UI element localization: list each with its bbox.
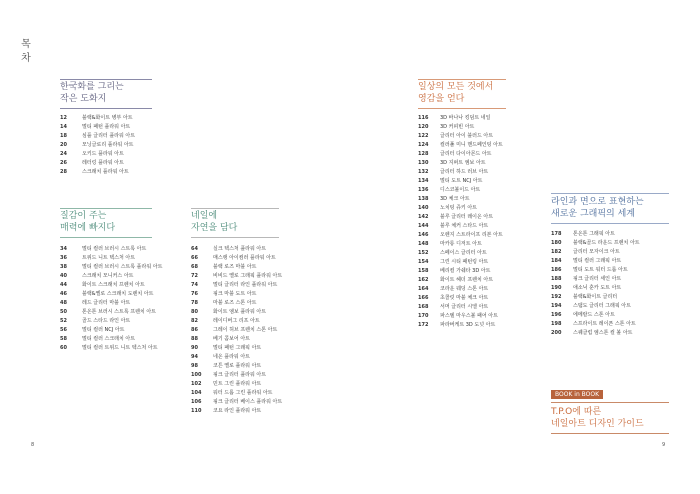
item-title: 레드 글리터 마블 아트: [82, 300, 131, 306]
toc-item[interactable]: [191, 254, 282, 263]
toc-item[interactable]: [191, 398, 282, 407]
item-title: 스크래치 플라워 아트: [82, 169, 129, 175]
item-title: 네온 플라워 아트: [213, 354, 250, 360]
item-title: 코튼 옐로 플라워 아트: [213, 363, 262, 369]
page-number: 140: [418, 205, 429, 211]
item-title: 멀티 컬러 그래픽 아트: [573, 258, 622, 264]
section-title-line: 작은 도화지: [60, 94, 107, 104]
item-title: 오렌지 스트라이프 리본 아트: [440, 232, 503, 238]
toc-list: [551, 230, 640, 338]
toc-item[interactable]: [418, 168, 503, 177]
item-title: 민트 그린 플라워 아트: [213, 381, 262, 387]
section-title-line: 네일아트 디자인 가이드: [551, 419, 644, 429]
toc-title-char: 차: [21, 53, 31, 64]
toc-item[interactable]: [60, 272, 162, 281]
toc-item[interactable]: [191, 407, 282, 416]
item-title: 핑크 마블 도트 아트: [213, 291, 257, 297]
toc-item[interactable]: [551, 230, 640, 239]
page-number: 106: [191, 399, 202, 405]
section-title-line: 새로운 그래픽의 세계: [551, 209, 635, 219]
page-number: 168: [418, 304, 429, 310]
item-title: 스페이스 글리터 아트: [440, 250, 487, 256]
toc-item[interactable]: [191, 362, 282, 371]
item-title: 블루 글리터 레이온 아트: [440, 214, 494, 220]
toc-item[interactable]: [551, 311, 640, 320]
item-title: 베리컬 가쉐타 3D 아트: [440, 268, 491, 274]
toc-item[interactable]: [551, 284, 640, 293]
item-title: 그린 시티 패턴링 아트: [440, 259, 489, 265]
page-number: 102: [191, 381, 202, 387]
toc-item[interactable]: [551, 257, 640, 266]
page-number: 50: [60, 309, 67, 315]
item-title: 마블 로즈 스톤 아트: [213, 300, 257, 306]
page-number: 36: [60, 255, 67, 261]
toc-item[interactable]: [418, 231, 503, 240]
page-number: 44: [60, 282, 67, 288]
toc-item[interactable]: [191, 371, 282, 380]
item-title: 톤온톤 브러시 스트록 프렌치 아트: [82, 309, 156, 315]
toc-item[interactable]: [551, 329, 640, 338]
item-title: 매스랭 아이컴러 플라워 아트: [213, 255, 276, 261]
page-number: 134: [418, 178, 429, 184]
item-title: 화이트 헤더 프렌치 아트: [440, 277, 494, 283]
page-number: 38: [60, 264, 67, 270]
page-number: 12: [60, 115, 67, 121]
item-title: 파스텔 마우스볼 패어 아트: [440, 313, 498, 319]
section-title-line: T.P.O에 따른: [551, 407, 602, 417]
toc-item[interactable]: [418, 267, 503, 276]
section-title: [191, 210, 291, 234]
toc-item[interactable]: [418, 222, 503, 231]
section-title: [418, 81, 538, 105]
toc-item[interactable]: [191, 263, 282, 272]
toc-item[interactable]: [418, 285, 503, 294]
item-title: 서머 글리터 시엘 아트: [440, 304, 489, 310]
page-number: 172: [418, 322, 429, 328]
page-number: 128: [418, 151, 429, 157]
section-rule: [60, 79, 152, 80]
page-number: 68: [191, 264, 198, 270]
toc-item[interactable]: [551, 320, 640, 329]
page-number: 136: [418, 187, 429, 193]
page-number: 170: [418, 313, 429, 319]
page-number: 188: [551, 276, 562, 282]
toc-item[interactable]: [191, 290, 282, 299]
page-number: 26: [60, 160, 67, 166]
item-title: 레이디버그 리프 아트: [213, 318, 260, 324]
item-title: 비비드 옐로 그래픽 플라워 아트: [213, 273, 283, 279]
toc-title-char: 목: [21, 39, 31, 50]
item-title: 멀티 글리터 라인 플라워 아트: [213, 282, 278, 288]
toc-item[interactable]: [60, 114, 135, 123]
item-title: 그레이 허브 프렌치 스톤 아트: [213, 327, 278, 333]
item-title: 블랙&화이트 글리터: [573, 294, 618, 300]
section-title: [60, 81, 170, 105]
page-number: 164: [418, 286, 429, 292]
toc-item[interactable]: [418, 150, 503, 159]
toc-item[interactable]: [418, 303, 503, 312]
item-title: 멀티 도트 NCJ 아트: [440, 178, 483, 184]
page-number: 94: [191, 354, 198, 360]
page-number: 46: [60, 291, 67, 297]
item-title: 핑크 글리터 베이스 플라워 아트: [213, 399, 283, 405]
page-number: 132: [418, 169, 429, 175]
page-number: 124: [418, 142, 429, 148]
section-title-line: 네일에: [191, 211, 218, 221]
page-number: 88: [191, 336, 198, 342]
toc-item[interactable]: [551, 248, 640, 257]
toc-item[interactable]: [418, 294, 503, 303]
toc-item[interactable]: [60, 344, 162, 353]
toc-item[interactable]: [60, 335, 162, 344]
toc-item[interactable]: [418, 132, 503, 141]
page-number: 34: [60, 246, 67, 252]
section-title: [60, 210, 170, 234]
item-title: 스퀘클럽 엠스톤 컬 볼 아트: [573, 330, 633, 336]
toc-item[interactable]: [60, 299, 162, 308]
item-title: 코라운 웨딩 스톤 아트: [440, 286, 489, 292]
item-title: 멀티 컬러 NCJ 아트: [82, 327, 125, 333]
item-title: 스크래치 모니커스 아트: [82, 273, 134, 279]
toc-item[interactable]: [191, 308, 282, 317]
item-title: 멀티 도트 워터 드롭 아트: [573, 267, 628, 273]
item-title: 애소닉 훈카 도트 아트: [573, 285, 622, 291]
item-title: 모닝글로리 플라워 아트: [82, 142, 134, 148]
item-title: 멀티 컬러 브러시 스트록 아트: [82, 246, 147, 252]
item-title: 스프라이트 레이픈 스톤 아트: [573, 321, 636, 327]
page-number: 64: [191, 246, 198, 252]
page-number: 192: [551, 294, 562, 300]
page-number: 90: [191, 345, 198, 351]
toc-item[interactable]: [60, 141, 135, 150]
page-number: 184: [551, 258, 562, 264]
toc-item[interactable]: [60, 317, 162, 326]
section-title-line: 매력에 빠지다: [60, 223, 116, 233]
section-rule: [191, 237, 279, 238]
item-title: 워터 드롭 그린 플라워 아트: [213, 390, 273, 396]
page-number: 58: [60, 336, 67, 342]
page-number: 86: [191, 327, 198, 333]
toc-item[interactable]: [60, 326, 162, 335]
item-title: 멀티 패턴 그래픽 아트: [213, 345, 262, 351]
page-number: 60: [60, 345, 67, 351]
item-title: 멀티 컬러 트위드 니트 텍스처 아트: [82, 345, 158, 351]
item-title: 글리터 하드 러브 아트: [440, 169, 489, 175]
page-number-left: 8: [31, 442, 35, 448]
page-number: 200: [551, 330, 562, 336]
section-title: [551, 406, 681, 430]
page-number: 104: [191, 390, 202, 396]
item-title: 에메랄드 스톤 아트: [573, 312, 615, 318]
toc-title: [20, 38, 32, 66]
toc-list: [418, 114, 503, 330]
section-rule: [418, 79, 506, 80]
toc-item[interactable]: [418, 276, 503, 285]
page-number: 24: [60, 151, 67, 157]
page-number: 52: [60, 318, 67, 324]
toc-item[interactable]: [418, 240, 503, 249]
page-number: 186: [551, 267, 562, 273]
item-title: 레터링 플라워 아트: [82, 160, 124, 166]
item-title: 멀티 컬러 브러시 스트록 플라워 아트: [82, 264, 163, 270]
item-title: 블루 체커 스타드 아트: [440, 223, 489, 229]
page-number: 130: [418, 160, 429, 166]
toc-item[interactable]: [191, 281, 282, 290]
page-number: 66: [191, 255, 198, 261]
section-title: [551, 196, 681, 220]
item-title: 베기 콤보어 아트: [213, 336, 250, 342]
item-title: 실크 텍스처 플라워 아트: [213, 246, 267, 252]
item-title: 블랙 로즈 마블 아트: [213, 264, 257, 270]
toc-item[interactable]: [418, 195, 503, 204]
page-number: 194: [551, 303, 562, 309]
toc-item[interactable]: [191, 245, 282, 254]
page-number: 182: [551, 249, 562, 255]
toc-item[interactable]: [191, 380, 282, 389]
toc-list: [60, 114, 135, 177]
page-number: 166: [418, 295, 429, 301]
item-title: 노치팅 쥬키 아트: [440, 205, 477, 211]
item-title: 글리터 아이 블러드 아트: [440, 133, 494, 139]
toc-item[interactable]: [60, 168, 135, 177]
item-title: 초콜릿 마블 체크 아트: [440, 295, 489, 301]
item-title: 3D 바나나 킹덤트 네일: [440, 115, 491, 121]
item-title: 화이트 스크래치 프렌치 아트: [82, 282, 145, 288]
page-number: 162: [418, 277, 429, 283]
section-rule: [60, 108, 152, 109]
item-title: 멀티 컬러 스크래치 아트: [82, 336, 136, 342]
page-number: 80: [191, 309, 198, 315]
section-title-line: 자연을 담다: [191, 223, 238, 233]
section-rule: [551, 223, 669, 224]
page-number: 138: [418, 196, 429, 202]
item-title: 톤온톤 그래픽 아트: [573, 231, 615, 237]
toc-item[interactable]: [60, 290, 162, 299]
section-title-line: 라인과 면으로 표현하는: [551, 197, 644, 207]
page-number: 78: [191, 300, 198, 306]
section-title-line: 영감을 얻다: [418, 94, 465, 104]
toc-item[interactable]: [191, 272, 282, 281]
toc-item[interactable]: [191, 335, 282, 344]
section-rule: [418, 108, 506, 109]
item-title: 블랙&옐로 스크래치 도렌치 아트: [82, 291, 154, 297]
item-title: 심플 글리터 플라워 아트: [82, 133, 136, 139]
page-number: 82: [191, 318, 198, 324]
toc-item[interactable]: [60, 132, 135, 141]
page-number: 152: [418, 250, 429, 256]
toc-item[interactable]: [60, 123, 135, 132]
section-title-line: 한국화를 그리는: [60, 82, 124, 92]
section-rule: [60, 237, 152, 238]
toc-item[interactable]: [551, 293, 640, 302]
page-number: 144: [418, 223, 429, 229]
page-number: 142: [418, 214, 429, 220]
section-rule: [551, 402, 669, 403]
page-number: 116: [418, 115, 429, 121]
toc-item[interactable]: [418, 141, 503, 150]
item-title: 3D 커피빈 아트: [440, 124, 475, 130]
item-title: 디스코볼이드 아트: [440, 187, 481, 193]
toc-item[interactable]: [418, 114, 503, 123]
toc-item[interactable]: [60, 245, 162, 254]
toc-item[interactable]: [551, 275, 640, 284]
toc-item[interactable]: [551, 239, 640, 248]
section-rule: [191, 208, 279, 209]
page-number: 158: [418, 268, 429, 274]
section-rule: [551, 433, 669, 434]
toc-item[interactable]: [60, 281, 162, 290]
item-title: 블랙&화이트 병부 아트: [82, 115, 133, 121]
page-number: 120: [418, 124, 429, 130]
toc-item[interactable]: [418, 213, 503, 222]
page-number: 154: [418, 259, 429, 265]
book-in-book-badge: BOOK in BOOK: [551, 390, 603, 399]
toc-item[interactable]: [60, 150, 135, 159]
item-title: 마카롱 디저트 아트: [440, 241, 482, 247]
toc-list: [60, 245, 162, 353]
page-number: 20: [60, 142, 67, 148]
page-number: 180: [551, 240, 562, 246]
page-number: 146: [418, 232, 429, 238]
item-title: 트위드 니트 텍스처 아트: [82, 255, 136, 261]
item-title: 코요 라인 플라워 아트: [213, 408, 262, 414]
page-number: 98: [191, 363, 198, 369]
item-title: 골드 스타드 라인 아트: [82, 318, 131, 324]
item-title: 글리터 다이아몬드 아트: [440, 151, 492, 157]
toc-item[interactable]: [418, 249, 503, 258]
item-title: 3D 체크 아트: [440, 196, 470, 202]
item-title: 파라버케트 3D 도넛 아트: [440, 322, 496, 328]
page-number: 18: [60, 133, 67, 139]
page-number: 122: [418, 133, 429, 139]
toc-item[interactable]: [418, 123, 503, 132]
toc-list: [191, 245, 282, 416]
item-title: 핑크 글리터 플라워 아트: [213, 372, 267, 378]
page-number: 72: [191, 273, 198, 279]
toc-item[interactable]: [418, 186, 503, 195]
toc-item[interactable]: [60, 308, 162, 317]
item-title: 컬러풀 미니 핸드페인팅 아트: [440, 142, 503, 148]
toc-item[interactable]: [418, 321, 503, 330]
page-number-right: 9: [662, 442, 666, 448]
page-number: 40: [60, 273, 67, 279]
toc-item[interactable]: [418, 204, 503, 213]
item-title: 블랙&골드 라운드 프렌치 아트: [573, 240, 640, 246]
toc-item[interactable]: [418, 159, 503, 168]
section-title-line: 질감이 주는: [60, 211, 107, 221]
item-title: 오키드 플라워 아트: [82, 151, 124, 157]
item-title: 멀티 패턴 플라워 아트: [82, 124, 131, 130]
toc-item[interactable]: [551, 266, 640, 275]
page-number: 28: [60, 169, 67, 175]
page-number: 190: [551, 285, 562, 291]
page-number: 198: [551, 321, 562, 327]
page-number: 196: [551, 312, 562, 318]
toc-item[interactable]: [418, 258, 503, 267]
page-number: 56: [60, 327, 67, 333]
toc-item[interactable]: [551, 302, 640, 311]
toc-item[interactable]: [191, 326, 282, 335]
toc-item[interactable]: [418, 177, 503, 186]
page-number: 100: [191, 372, 202, 378]
toc-item[interactable]: [60, 254, 162, 263]
toc-item[interactable]: [60, 263, 162, 272]
toc-item[interactable]: [191, 353, 282, 362]
page-number: 178: [551, 231, 562, 237]
toc-item[interactable]: [191, 317, 282, 326]
page-number: 48: [60, 300, 67, 306]
page-number: 74: [191, 282, 198, 288]
item-title: 3D 지퍼트 엠보 아트: [440, 160, 486, 166]
toc-item[interactable]: [191, 344, 282, 353]
page-number: 110: [191, 408, 202, 414]
page-number: 76: [191, 291, 198, 297]
section-title-line: 일상의 모든 것에서: [418, 82, 494, 92]
item-title: 화이트 엠보 플라워 아트: [213, 309, 267, 315]
toc-item[interactable]: [418, 312, 503, 321]
item-title: 글리터 모자이크 아트: [573, 249, 620, 255]
page-number: 148: [418, 241, 429, 247]
toc-item[interactable]: [60, 159, 135, 168]
item-title: 스탬도 글리터 그래픽 아트: [573, 303, 631, 309]
section-rule: [60, 208, 152, 209]
item-title: 핑크 글리터 세인 아트: [573, 276, 622, 282]
toc-item[interactable]: [191, 389, 282, 398]
section-rule: [551, 193, 669, 194]
page-number: 14: [60, 124, 67, 130]
toc-item[interactable]: [191, 299, 282, 308]
